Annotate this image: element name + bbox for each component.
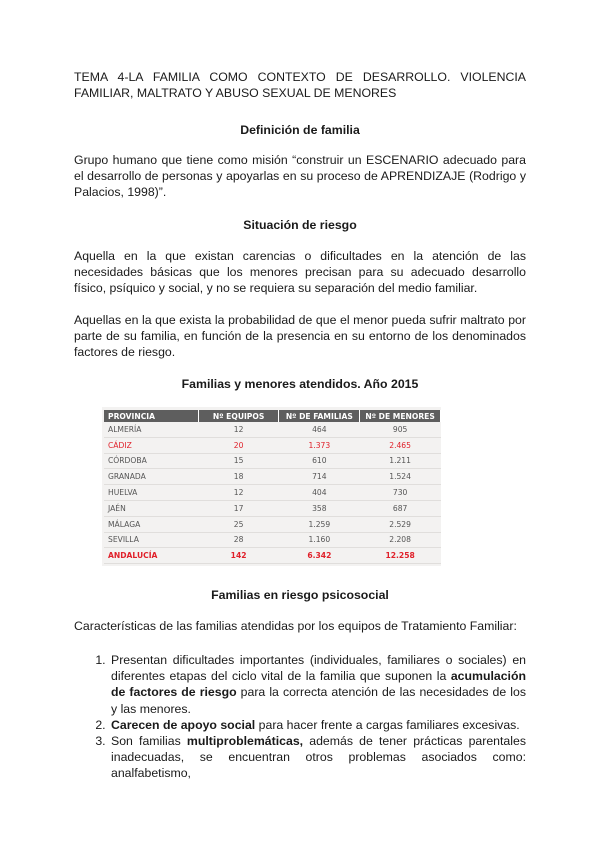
table-cell: 687 xyxy=(360,500,441,516)
list-item xyxy=(109,652,526,717)
table-cell: 1.259 xyxy=(279,516,360,532)
list-item-emphasis: multiproblemáticas, xyxy=(186,734,304,749)
table-cell: 2.465 xyxy=(360,437,441,453)
table-cell: 28 xyxy=(198,532,279,548)
table-row xyxy=(104,485,441,501)
table-cell: 20 xyxy=(198,437,279,453)
table-cell: 610 xyxy=(279,453,360,469)
list-item-text: para hacer frente a cargas familiares excesivas. xyxy=(255,717,520,732)
table-cell: 18 xyxy=(198,469,279,485)
table-row xyxy=(104,469,441,485)
table-cell: 2.208 xyxy=(360,532,441,548)
table-cell: 25 xyxy=(198,516,279,532)
table-cell: CÓRDOBA xyxy=(104,453,198,469)
list-item-text: además de tener prácticas parentales inadecuadas, se encuentran otros problemas asociados como: analfabetismo, xyxy=(111,734,526,781)
table-cell: 464 xyxy=(279,422,360,437)
column-header: Nº EQUIPOS xyxy=(198,410,279,422)
table-cell: ALMERÍA xyxy=(104,422,198,437)
document-title: TEMA 4-LA FAMILIA COMO CONTEXTO DE DESARROLLO. VIOLENCIA FAMILIAR, MALTRATO Y ABUSO SEXUAL DE MENORES xyxy=(74,70,526,101)
table-cell: 12 xyxy=(198,422,279,437)
table-cell: 142 xyxy=(198,548,279,564)
table-row xyxy=(104,500,441,516)
table-row xyxy=(104,532,441,548)
paragraph-riesgo-2: Aquellas en la que exista la probabilidad de que el menor pueda sufrir maltrato por parte de su familia, en función de la presencia en su entorno de los denominados factores de riesgo. xyxy=(74,313,526,360)
table-cell: 2.529 xyxy=(360,516,441,532)
heading-definicion: Definición de familia xyxy=(240,123,360,137)
provinces-table xyxy=(104,410,441,564)
table-cell: JAÉN xyxy=(104,500,198,516)
table-cell: 905 xyxy=(360,422,441,437)
table-cell: ANDALUCÍA xyxy=(104,548,198,564)
table-cell: 404 xyxy=(279,485,360,501)
table-cell: 730 xyxy=(360,485,441,501)
table-cell: 6.342 xyxy=(279,548,360,564)
list-item-text: Son familias xyxy=(111,734,187,749)
provinces-table-image xyxy=(102,407,441,566)
table-cell: 358 xyxy=(279,500,360,516)
table-row-highlighted xyxy=(104,437,441,453)
list-item-emphasis: acumulación de factores de riesgo xyxy=(111,669,526,700)
table-total-row xyxy=(104,548,441,564)
paragraph-psicosocial-intro: Características de las familias atendidas por los equipos de Tratamiento Familiar: xyxy=(74,619,517,633)
table-cell: 12 xyxy=(198,485,279,501)
list-item xyxy=(109,717,526,733)
table-row xyxy=(104,453,441,469)
table-cell: 714 xyxy=(279,469,360,485)
paragraph-riesgo-1: Aquella en la que existan carencias o dificultades en la atención de las necesidades básicas que los menores precisan para su adecuado desarrollo físico, psíquico y social, y no se requiera su separación del medio familiar. xyxy=(74,249,526,296)
table-cell: SEVILLA xyxy=(104,532,198,548)
heading-situacion-riesgo: Situación de riesgo xyxy=(243,218,357,232)
list-item-text: Presentan dificultades importantes (individuales, familiares o sociales) en diferentes etapas del ciclo vital de la familia que suponen la xyxy=(111,653,526,684)
table-cell: CÁDIZ xyxy=(104,437,198,453)
table-cell: 15 xyxy=(198,453,279,469)
column-header: Nº DE MENORES xyxy=(360,410,441,422)
column-header: PROVINCIA xyxy=(104,410,198,422)
list-item xyxy=(109,733,526,782)
table-cell: 1.211 xyxy=(360,453,441,469)
column-header: Nº DE FAMILIAS xyxy=(279,410,360,422)
table-cell: MÁLAGA xyxy=(104,516,198,532)
paragraph-definicion: Grupo humano que tiene como misión “construir un ESCENARIO adecuado para el desarrollo de personas y apoyarlas en su proceso de APRENDIZAJE (Rodrigo y Palacios, 1998)”. xyxy=(74,153,526,200)
table-cell: 17 xyxy=(198,500,279,516)
table-cell: 1.524 xyxy=(360,469,441,485)
table-row xyxy=(104,516,441,532)
table-cell: 1.373 xyxy=(279,437,360,453)
characteristics-list xyxy=(74,652,526,782)
heading-psicosocial: Familias en riesgo psicosocial xyxy=(211,588,389,602)
list-item-emphasis: Carecen de apoyo social xyxy=(111,717,256,732)
table-cell: 1.160 xyxy=(279,532,360,548)
table-cell: GRANADA xyxy=(104,469,198,485)
heading-tabla: Familias y menores atendidos. Año 2015 xyxy=(181,377,419,391)
table-cell: HUELVA xyxy=(104,485,198,501)
table-header-row xyxy=(104,410,441,422)
list-item-text: para la correcta atención de las necesidades de los y las menores. xyxy=(111,685,527,716)
table-row xyxy=(104,422,441,437)
table-cell: 12.258 xyxy=(360,548,441,564)
